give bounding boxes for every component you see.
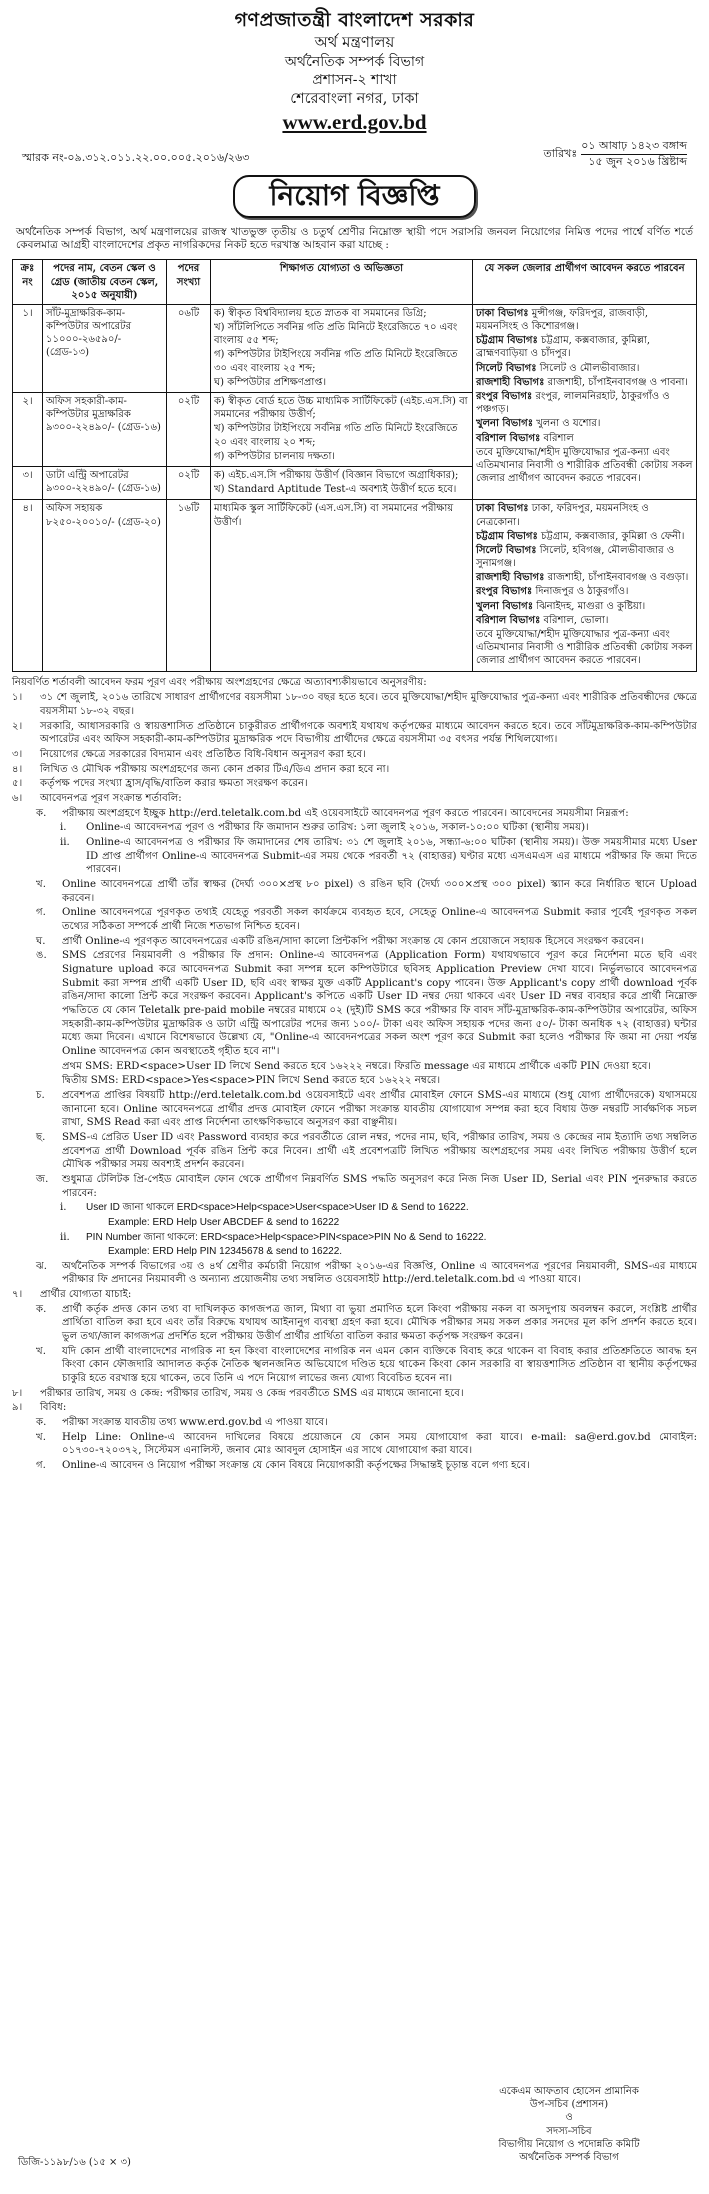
header-post: পদের নাম, বেতন স্কেল ও গ্রেড (জাতীয় বেতন স্কেল, ২০১৫ অনুযায়ী) [43, 260, 167, 305]
row-count: ০২টি [167, 466, 211, 499]
item-text: শুধুমাত্র টেলিটক প্রি-পেইড মোবাইল ফোন থেকে প্রার্থীগণ নিম্নবর্ণিত SMS পদ্ধতি অনুসরণ করে নিজ নিজ User ID, Serial এবং PIN পুনরুদ্ধার করতে পারবেন: [62, 1174, 697, 1199]
website-link[interactable]: www.erd.gov.bd [282, 109, 427, 134]
division-label: রাজশাহী বিভাগঃ [476, 572, 545, 584]
item-number: ঝ. [36, 1260, 47, 1272]
item-number: খ. [36, 1431, 46, 1443]
item-text: প্রথম SMS: ERD<space>User ID লিখে Send করতে হবে ১৬২২২ নম্বরে। ফিরতি message এর মাধ্যমে প্রার্থীকে একটি PIN দেওয়া হবে। [62, 1060, 652, 1072]
division-label: বরিশাল বিভাগঃ [476, 432, 541, 444]
row-qualification [211, 304, 473, 392]
district-list: রাজশাহী, চাঁপাইনবাবগঞ্জ ও বগুড়া। [547, 572, 689, 584]
condition-item [12, 691, 697, 718]
qual-line: ক) স্বীকৃত বোর্ড হতে উচ্চ মাধ্যমিক সার্টিফিকেট (এইচ.এস.সি) বা সমমানের পরীক্ষায় উত্তীর্ণ; [214, 396, 468, 421]
district-line [476, 530, 693, 543]
item-text: Example: ERD Help PIN 12345678 & send to 16222. [108, 1246, 343, 1258]
district-line [476, 600, 693, 613]
condition-number: ৮। [12, 1387, 23, 1399]
item-number: ii. [60, 1231, 70, 1243]
district-list: রংপুর, লালমনিরহাট, ঠাকুরগাঁও ও পঞ্চগড়। [476, 391, 670, 416]
condition-item [12, 763, 697, 777]
dates [581, 139, 687, 170]
division-label: ঢাকা বিভাগঃ [476, 503, 529, 515]
item-number: ক. [36, 1416, 47, 1428]
table-row [13, 500, 697, 671]
condition-item [12, 792, 697, 806]
page-title: নিয়োগ বিজ্ঞপ্তি [233, 175, 475, 218]
item-number: খ. [36, 878, 46, 890]
qual-line: ক) এইচ.এস.সি পরীক্ষায় উত্তীর্ণ (বিজ্ঞান বিভাগে অগ্রাধিকার); [214, 469, 459, 481]
condition-text: ৩১ শে জুলাই, ২০১৬ তারিখে সাধারণ প্রার্থীগণের বয়সসীমা ১৮-৩০ বছর হতে হবে। তবে মুক্তিযোদ্ধা/শহীদ মুক্তিযোদ্ধার পুত্র-কন্যা এবং শারীরিক প্রতিবন্ধীদের ক্ষেত্রে বয়সসীমা ১৮-৩২ বছর। [40, 692, 697, 717]
item-text: SMS প্রেরণের নিয়মাবলী ও পরীক্ষার ফি প্রদান: Online-এ আবেদনপত্র (Application Form) যথাযথভাবে পূরণ করে নির্দেশনা মতে ছবি এবং Signature upload করে আবেদনপত্র Submit করা সম্পন্ন হলে কম্পিউটারে ছবিসহ Application Preview দেখা যাবে। নির্ভুলভাবে আবেদনপত্র Submit করা সম্পন্ন প্রার্থী একটি User ID, ছবি এবং স্বাক্ষর যুক্ত একটি Applicant's copy পাবেন। উক্ত Applicant's copy প্রার্থী download পূর্বক রঙিন/সাদা কালো প্রিন্ট করে সংরক্ষণ করবেন। Applicant's কপিতে একটি User ID নম্বর দেয়া থাকবে এবং User ID নম্বর ব্যবহার করে প্রার্থী নিম্নোক্ত পদ্ধতিতে যে কোন Teletalk pre-paid mobile নম্বরের মাধ্যমে ০২ (দুই)টি SMS করে পরীক্ষার ফি বাবদ সাঁট-মুদ্রাক্ষরিক-কাম-কম্পিউটার অপারেটর, অফিস সহকারী-কাম-কম্পিউটার মুদ্রাক্ষরিক ও ডাটা এন্ট্রি অপারেটর পদের জন্য ১০০/- টাকা এবং অফিস সহায়ক পদের জন্য ৫০/- টাকা অনধিক ৭২ (বাহাত্তর) ঘন্টার মধ্যে জমা দিবেন। এখানে বিশেষভাবে উল্লেখ্য যে, "Online-এ আবেদনপত্রের সকল অংশ পূরণ করে Submit করা হলেও পরীক্ষার ফি জমা না দেয়া পর্যন্ত Online আবেদনপত্র কোন অবস্থাতেই গৃহীত হবে না"। [62, 950, 697, 1058]
item-text: PIN Number জানা থাকলে: ERD<space>Help<space>PIN<space>PIN No & Send to 16222. [86, 1231, 487, 1243]
item-text: প্রার্থী কর্তৃক প্রদত্ত কোন তথ্য বা দাখিলকৃত কাগজপত্র জাল, মিথ্যা বা ভুয়া প্রমাণিত হলে কিংবা পরীক্ষায় নকল বা অসদুপায় অবলম্বন করলে, সংশ্লিষ্ট প্রার্থীর প্রার্থিতা বাতিল করা হবে এবং তাঁর বিরুদ্ধে যথাযথ আইনানুগ ব্যবস্থা গ্রহণ করা হবে। মৌখিক পরীক্ষার সময় সকল প্রকার সনদের মূল কপি প্রদর্শন করতে হবে। ভুল তথ্য/জাল কাগজপত্র প্রদর্শিত হলে পরীক্ষায় উত্তীর্ণ প্রার্থীর প্রার্থিতা বাতিল করার ক্ষমতা কর্তৃপক্ষ সংরক্ষণ করেন। [62, 1303, 697, 1342]
district-list: রাজশাহী, চাঁপাইনবাবগঞ্জ ও পাবনা। [547, 376, 688, 388]
item-number [84, 1245, 104, 1258]
condition-text: কর্তৃপক্ষ পদের সংখ্যা হ্রাস/বৃদ্ধি/বাতিল করার ক্ষমতা সংরক্ষণ করেন। [40, 778, 308, 790]
district-line [476, 614, 693, 627]
item-text: দ্বিতীয় SMS: ERD<space>Yes<space>PIN লিখে Send করতে হবে ১৬২২২ নম্বরে। [62, 1075, 441, 1087]
ministry-name: অর্থ মন্ত্রণালয় [314, 33, 395, 52]
item-text: অর্থনৈতিক সম্পর্ক বিভাগের ৩য় ও ৪র্থ শ্রেণীর কর্মচারী নিয়োগ পরীক্ষা ২০১৬-এর বিজ্ঞপ্তি, Online এ আবেদনপত্র পূরণের নিয়মাবলী, SMS-এর মাধ্যমে পরীক্ষার ফি প্রদানের নিয়মাবলী ও অন্যান্য প্রয়োজনীয় তথ্য সম্বলিত ওয়েবসাইট http://erd.teletalk.com.bd এ পাওয়া যাবে। [62, 1260, 697, 1286]
district-list: সিলেট, হবিগঞ্জ, মৌলভীবাজার ও সুনামগঞ্জ। [476, 544, 675, 570]
district-line [476, 502, 693, 528]
condition-number: ৬। [12, 792, 23, 804]
sms-example [84, 1216, 697, 1229]
item-number: i. [60, 822, 67, 834]
row-count: ১৬টি [167, 500, 211, 671]
date-bangla: ০১ আষাঢ় ১৪২৩ বঙ্গাব্দ [581, 139, 687, 156]
misc-item [36, 1459, 697, 1473]
item-text: Online-এ আবেদনপত্র ও পরীক্ষার ফি জমাদানের শেষ তারিখ: ৩১ শে জুলাই ২০১৬, সন্ধ্যা-৬:০০ ঘটিকা (স্থানীয় সময়)। উক্ত সময়সীমার মধ্যে User ID প্রাপ্ত প্রার্থীগণ Online-এ আবেদনপত্র Submit-এর সময় থেকে পরবর্তী ৭২ (বাহাত্তর) ঘণ্টার মধ্যে এসএমএস এর মাধ্যমে পরীক্ষার ফি জমা দিতে পারবেন। [86, 836, 697, 876]
item-text: পরীক্ষা সংক্রান্ত যাবতীয় তথ্য www.erd.gov.bd এ পাওয়া যাবে। [62, 1416, 328, 1428]
item-text: প্রার্থী Online-এ পূরণকৃত আবেদনপত্রের একটি রঙিন/সাদা কালো প্রিন্টকপি পরীক্ষা সংক্রান্ত যে কোন প্রয়োজনে সহায়ক হিসেবে সংরক্ষণ করবেন। [62, 935, 644, 947]
district-list: চট্টগ্রাম, কক্সবাজার, কুমিল্লা, ব্রাহ্মণবাড়িয়া ও চাঁদপুর। [476, 335, 651, 360]
verification-item [36, 1345, 697, 1386]
district-line [476, 417, 693, 430]
condition-text: প্রার্থীর যোগ্যতা যাচাই: [40, 1288, 132, 1300]
qual-line: খ) কম্পিউটার টাইপিংয়ে সর্বনিম্ন গতি প্রতি মিনিটে ইংরেজিতে ২০ এবং বাংলায় ২০ শব্দ; [214, 423, 458, 448]
division-label: বরিশাল বিভাগঃ [476, 614, 541, 626]
item-text: Online আবেদনপত্রে প্রার্থী তাঁর স্বাক্ষর (দৈর্ঘ্য ৩০০×প্রস্থ ৮০ pixel) ও রঙিন ছবি (দৈর্ঘ্য ৩০০×প্রস্থ ৩০০ pixel) স্ক্যান করে নির্ধারিত স্থানে Upload করবেন। [62, 878, 697, 904]
sms-instruction [36, 1074, 697, 1088]
district-line [476, 334, 693, 360]
district-line [476, 390, 693, 416]
header-qualification: শিক্ষাগত যোগ্যতা ও অভিজ্ঞতা [211, 260, 473, 305]
district-line [476, 376, 693, 389]
qual-line: মাধ্যমিক স্কুল সার্টিফিকেট (এস.এস.সি) বা সমমানের পরীক্ষায় উত্তীর্ণ। [214, 503, 454, 528]
division-label: চট্টগ্রাম বিভাগঃ [476, 530, 538, 542]
row-sl: ৩। [13, 466, 43, 499]
quota-note: তবে মুক্তিযোদ্ধা/শহীদ মুক্তিযোদ্ধার পুত্র-কন্যা এবং এতিমখানার নিবাসী ও শারীরিক প্রতিবন্ধী কোটায় সকল জেলার প্রার্থীগণ আবেদন করতে পারবেন। [476, 446, 693, 485]
item-text: Example: ERD Help User ABCDEF & send to 16222 [108, 1217, 340, 1229]
division-label: রংপুর বিভাগঃ [476, 586, 533, 598]
condition-item [12, 1401, 697, 1415]
table-row [13, 304, 697, 392]
qual-line: গ) কম্পিউটার চালনায় দক্ষতা। [214, 450, 335, 462]
division-label: সিলেট বিভাগঃ [476, 544, 537, 556]
reference-row [12, 139, 697, 173]
item-text: পরীক্ষায় অংশগ্রহণে ইচ্ছুক http://erd.teletalk.com.bd এই ওয়েবসাইটে আবেদনপত্র পূরণ করতে পারবেন। আবেদনের সময়সীমা নিম্নরূপ: [62, 807, 629, 819]
item-text: যদি কোন প্রার্থী বাংলাদেশের নাগরিক না হন কিংবা বাংলাদেশের নাগরিক নন এমন কোন ব্যক্তিকে বিবাহ করে থাকেন বা বিবাহ করার প্রতিশ্রুতিতে আবদ্ধ হন কিংবা কোন ফৌজদারি আদালত কর্তৃক নৈতিক স্খলনজনিত অভিযোগে দণ্ডিত হয়ে থাকেন কিংবা কোন সরকারি বা স্বায়ত্তশাসিত প্রতিষ্ঠান বা স্থানীয় কর্তৃপক্ষের চাকুরি হতে বরখাস্ত হয়ে থাকেন, তবে তিনি এ পদে নিয়োগ লাভের জন্য যোগ্য বিবেচিত হবেন না। [62, 1345, 697, 1384]
application-subitem [60, 1201, 697, 1215]
item-number: ছ. [36, 1132, 46, 1144]
application-item [36, 935, 697, 949]
qual-line: খ) সাঁটলিপিতে সর্বনিম্ন গতি প্রতি মিনিটে ইংরেজিতে ৭০ এবং বাংলায় ৫৫ শব্দ; [214, 322, 458, 347]
district-list: ঢাকা, ফরিদপুর, ময়মনসিংহ ও নেত্রকোনা। [476, 503, 649, 528]
sms-example [84, 1245, 697, 1258]
city-name: শেরেবাংলা নগর, ঢাকা [290, 90, 419, 107]
letterhead [12, 8, 697, 137]
condition-text: নিয়োগের ক্ষেত্রে সরকারের বিদ্যমান এবং প্রতিষ্ঠিত বিধি-বিধান অনুসরণ করা হবে। [40, 748, 366, 760]
district-line [476, 544, 693, 570]
quota-note: তবে মুক্তিযোদ্ধা/শহীদ মুক্তিযোদ্ধার পুত্র-কন্যা এবং এতিমখানার নিবাসী ও শারীরিক প্রতিবন্ধী কোটায় সকল জেলার প্রার্থীগণ আবেদন করতে পারবেন। [476, 629, 693, 667]
signatory-and: ও [565, 2112, 573, 2124]
qual-line: খ) Standard Aptitude Test-এ অবশ্যই উত্তীর্ণ হতে হবে। [214, 484, 457, 496]
condition-item [12, 777, 697, 791]
row-qualification [211, 393, 473, 467]
item-text: Online-এ আবেদন ও নিয়োগ পরীক্ষা সংক্রান্ত যে কোন বিষয়ে নিয়োগকারী কর্তৃপক্ষের সিদ্ধান্তই চূড়ান্ত বলে গণ্য হবে। [62, 1459, 530, 1471]
qual-line: ক) স্বীকৃত বিশ্ববিদ্যালয় হতে স্নাতক বা সমমানের ডিগ্রি; [214, 307, 427, 319]
application-item [36, 1131, 697, 1172]
item-number: ক. [36, 807, 47, 819]
district-list: চট্টগ্রাম, কক্সবাজার, কুমিল্লা ও ফেনী। [540, 530, 685, 542]
application-subitem [60, 836, 697, 877]
item-text: Online আবেদনপত্রে পূরণকৃত তথ্যই যেহেতু পরবর্তী সকল কার্যক্রমে ব্যবহৃত হবে, সেহেতু Online-এ আবেদনপত্র Submit করার পূর্বেই পূরণকৃত সকল তথ্যের সঠিকতা সম্পর্কে প্রার্থী নিজে শতভাগ নিশ্চিত হবেন। [62, 907, 697, 932]
district-list: বরিশাল, ভোলা। [543, 614, 609, 626]
district-list: ঝিনাইদহ, মাগুরা ও কুষ্টিয়া। [536, 600, 646, 612]
condition-item [12, 1387, 697, 1401]
item-text: Online-এ আবেদনপত্র পূরণ ও পরীক্ষার ফি জমাদান শুরুর তারিখ: ১লা জুলাই ২০১৬, সকাল-১০:০০ ঘটিকা (স্থানীয় সময়)। [86, 822, 589, 834]
condition-number: ৩। [12, 748, 23, 760]
row-sl: ১। [13, 304, 43, 392]
row-post: অফিস সহায়ক ৮২৫০-২০০১০/- (গ্রেড-২০) [43, 500, 167, 671]
row-count: ০২টি [167, 393, 211, 467]
division-label: খুলনা বিভাগঃ [476, 418, 534, 430]
district-line [476, 571, 693, 584]
district-line [476, 432, 693, 445]
condition-item [12, 748, 697, 762]
district-list: সিলেট ও মৌলভীবাজার। [539, 362, 640, 374]
vacancy-table [12, 259, 697, 671]
table-header-row [13, 260, 697, 305]
condition-number: ১। [12, 692, 23, 704]
row-qualification [211, 466, 473, 499]
division-label: চট্টগ্রাম বিভাগঃ [476, 335, 538, 347]
division-label: ঢাকা বিভাগঃ [476, 307, 529, 319]
application-item [36, 949, 697, 1058]
signature-block [459, 2085, 679, 2164]
division-name: অর্থনৈতিক সম্পর্ক বিভাগ [284, 53, 425, 70]
district-list: মুন্সীগঞ্জ, ফরিদপুর, রাজবাড়ী, ময়মনসিংহ ও কিশোরগঞ্জ। [476, 307, 649, 333]
item-number: ঙ. [36, 950, 47, 962]
district-list: বরিশাল [543, 432, 574, 444]
verification-item [36, 1303, 697, 1344]
row-post: ডাটা এন্ট্রি অপারেটর ৯৩০০-২২৪৯০/- (গ্রেড-১৬) [43, 466, 167, 499]
misc-item [36, 1416, 697, 1430]
header-sl: ক্রঃ নং [13, 260, 43, 305]
row-post: সাঁট-মুদ্রাক্ষরিক-কাম-কম্পিউটার অপারেটর ১১০০০-২৬৫৯০/- (গ্রেড-১৩) [43, 304, 167, 392]
signatory-name: একেএম আফতাব হোসেন প্রামানিক [499, 2086, 639, 2097]
district-line [476, 362, 693, 375]
item-text: Help Line: Online-এ আবেদন দাখিলের বিষয়ে প্রয়োজনে যে কোন সময় যোগাযোগ করা যাবে। e-mail: sa@erd.gov.bd মোবাইল: ০১৭৩০-৭২০৩৭২, সিস্টেমস এনালিস্ট, জনাব মোঃ আবদুল হোসাইন এর সাথে যোগাযোগ করা যাবে। [62, 1431, 697, 1457]
application-item [36, 906, 697, 933]
header-count: পদের সংখ্যা [167, 260, 211, 305]
date-label: তারিখঃ [543, 146, 578, 160]
condition-text: লিখিত ও মৌখিক পরীক্ষায় অংশগ্রহণের জন্য কোন প্রকার টিএ/ডিএ প্রদান করা হবে না। [40, 763, 390, 775]
application-item [36, 878, 697, 905]
division-label: খুলনা বিভাগঃ [476, 600, 534, 612]
intro-paragraph: অর্থনৈতিক সম্পর্ক বিভাগ, অর্থ মন্ত্রণালয়ের রাজস্ব খাতভুক্ত তৃতীয় ও চতুর্থ শ্রেণীর নিম্নোক্ত স্থায়ী পদে সরাসরি জনবল নিয়োগের নিমিত্ত পদের পার্শ্বে বর্ণিত শর্তে কেবলমাত্র আগ্রহী বাংলাদেশের প্রকৃত নাগরিকদের নিকট হতে দরখাস্ত আহবান করা যাচ্ছে : [16, 225, 693, 252]
application-item [36, 1089, 697, 1130]
date-english: ১৫ জুন ২০১৬ খ্রিষ্টাব্দ [588, 155, 687, 169]
section-name: প্রশাসন-২ শাখা [312, 72, 397, 89]
header-districts: যে সকল জেলার প্রার্থীগণ আবেদন করতে পারবেন [473, 260, 697, 305]
condition-text: বিবিধ: [40, 1402, 67, 1414]
signatory-designation: উপ-সচিব (প্রশাসন) [529, 2099, 609, 2111]
condition-item [12, 1288, 697, 1302]
application-subitem [60, 1231, 697, 1245]
signatory-office: অর্থনৈতিক সম্পর্ক বিভাগ [519, 2151, 619, 2163]
item-number: জ. [36, 1174, 49, 1186]
condition-number: ২। [12, 720, 23, 732]
condition-number: ৪। [12, 763, 23, 775]
districts-group-b [473, 500, 697, 671]
row-qualification [211, 500, 473, 671]
misc-item [36, 1431, 697, 1458]
title-wrap [12, 175, 697, 218]
item-number: গ. [36, 907, 46, 919]
application-item [36, 1173, 697, 1200]
district-list: দিনাজপুর ও ঠাকুরগাঁও। [535, 586, 629, 598]
condition-item [12, 720, 697, 747]
condition-text: সরকারি, আধাসরকারি ও স্বায়ত্তশাসিত প্রতিষ্ঠানে চাকুরীরত প্রার্থীগণকে অবশ্যই যথাযথ কর্তৃপক্ষের মাধ্যমে আবেদন করতে হবে। তবে সাঁটমুদ্রাক্ষরিক-কাম-কম্পিউটার অপারেটর এবং অফিস সহকারী-কাম-কম্পিউটার মুদ্রাক্ষরিক পদে বিভাগীয় প্রার্থীদের ক্ষেত্রে বয়সসীমা ৩৫ বৎসর পর্যন্ত শিথিলযোগ্য। [40, 720, 697, 746]
application-item [36, 1260, 697, 1287]
signatory-committee: বিভাগীয় নিয়োগ ও পদোন্নতি কমিটি [498, 2138, 640, 2150]
government-name: গণপ্রজাতন্ত্রী বাংলাদেশ সরকার [234, 9, 475, 31]
date-block [543, 139, 687, 170]
item-number: ঘ. [36, 935, 46, 947]
division-label: রংপুর বিভাগঃ [476, 391, 533, 403]
district-line [476, 585, 693, 598]
item-number: খ. [36, 1345, 46, 1357]
row-post: অফিস সহকারী-কাম-কম্পিউটার মুদ্রাক্ষরিক ৯৩০০-২২৪৯০/- (গ্রেড-১৬) [43, 393, 167, 467]
item-number: ক. [36, 1303, 47, 1315]
item-number [36, 1074, 58, 1088]
item-text: User ID জানা থাকলে ERD<space>Help<space>User<space>User ID & Send to 16222. [86, 1202, 469, 1214]
condition-number: ৯। [12, 1402, 23, 1414]
item-number [36, 1060, 58, 1074]
condition-text: আবেদনপত্র পূরণ সংক্রান্ত শর্তাবলি: [40, 792, 182, 804]
condition-text: পরীক্ষার তারিখ, সময় ও কেন্দ্র: পরীক্ষার তারিখ, সময় ও কেন্দ্র পরবর্তীতে SMS এর মাধ্যমে জানানো হবে। [40, 1387, 464, 1399]
sms-instruction [36, 1060, 697, 1074]
row-sl: ৪। [13, 500, 43, 671]
district-line [476, 307, 693, 333]
row-count: ০৬টি [167, 304, 211, 392]
item-text: SMS-এ প্রেরিত User ID এবং Password ব্যবহার করে পরবর্তীতে রোল নম্বর, পদের নাম, ছবি, পরীক্ষার তারিখ, সময় ও কেন্দ্রের নাম ইত্যাদি তথ্য সম্বলিত প্রবেশপত্র প্রার্থী Download পূর্বক রঙিন প্রিন্ট করে নিবেন। প্রার্থী এই প্রবেশপত্রটি লিখিত পরীক্ষায় অংশগ্রহণের সময় এবং লিখিত পরীক্ষায় উত্তীর্ণ হলে মৌখিক পরীক্ষার সময় অবশ্যই প্রদর্শন করবেন। [62, 1132, 697, 1171]
item-text: প্রবেশপত্র প্রাপ্তির বিষয়টি http://erd.teletalk.com.bd ওয়েবসাইটে এবং প্রার্থীর মোবাইল ফোনে SMS-এর মাধ্যমে (শুধু যোগ্য প্রার্থীদেরকে) যথাসময়ে জানানো হবে। Online আবেদনপত্রে প্রার্থীর প্রদত্ত মোবাইল ফোনে পরীক্ষা সংক্রান্ত যাবতীয় যোগাযোগ সম্পন্ন করা হবে বিধায় উক্ত নম্বরটি সার্বক্ষণিক সচল রাখা, SMS Read করা এবং প্রাপ্ত নির্দেশনা তাৎক্ষণিকভাবে অনুসরণ করা বাঞ্ছনীয়। [62, 1090, 697, 1129]
application-subitem [60, 821, 697, 835]
application-item [36, 807, 697, 821]
item-number [84, 1216, 104, 1229]
footer-code: ডিজি-১১৯৮/১৬ (১৫ × ৩) [18, 2157, 131, 2168]
condition-number: ৭। [12, 1288, 23, 1300]
condition-number: ৫। [12, 778, 23, 790]
qual-line: গ) কম্পিউটার টাইপিংয়ে সর্বনিম্ন গতি প্রতি মিনিটে ইংরেজিতে ৩০ এবং বাংলায় ২৫ শব্দ; [214, 349, 458, 374]
memo-number: স্মারক নং-০৯.৩১২.০১১.২২.০০.০০৫.২০১৬/২৬৩ [22, 150, 250, 164]
row-sl: ২। [13, 393, 43, 467]
qual-line: ঘ) কম্পিউটার প্রশিক্ষণপ্রাপ্ত। [214, 376, 327, 388]
districts-group-a [473, 304, 697, 499]
conditions-heading: নিয়বর্ণিত শর্তাবলী আবেদন ফরম পূরণ এবং পরীক্ষায় অংশগ্রহণের ক্ষেত্রে অত্যাবশ্যকীয়ভাবে অনুসরণীয়: [12, 676, 427, 688]
item-number: ii. [60, 836, 70, 848]
item-number: গ. [36, 1459, 46, 1471]
signatory-role: সদস্য-সচিব [546, 2125, 592, 2137]
conditions-section [12, 676, 697, 1473]
division-label: সিলেট বিভাগঃ [476, 362, 537, 374]
district-list: খুলনা ও যশোর। [536, 418, 601, 430]
item-number: চ. [36, 1090, 45, 1102]
item-number: i. [60, 1202, 67, 1214]
division-label: রাজশাহী বিভাগঃ [476, 376, 545, 388]
